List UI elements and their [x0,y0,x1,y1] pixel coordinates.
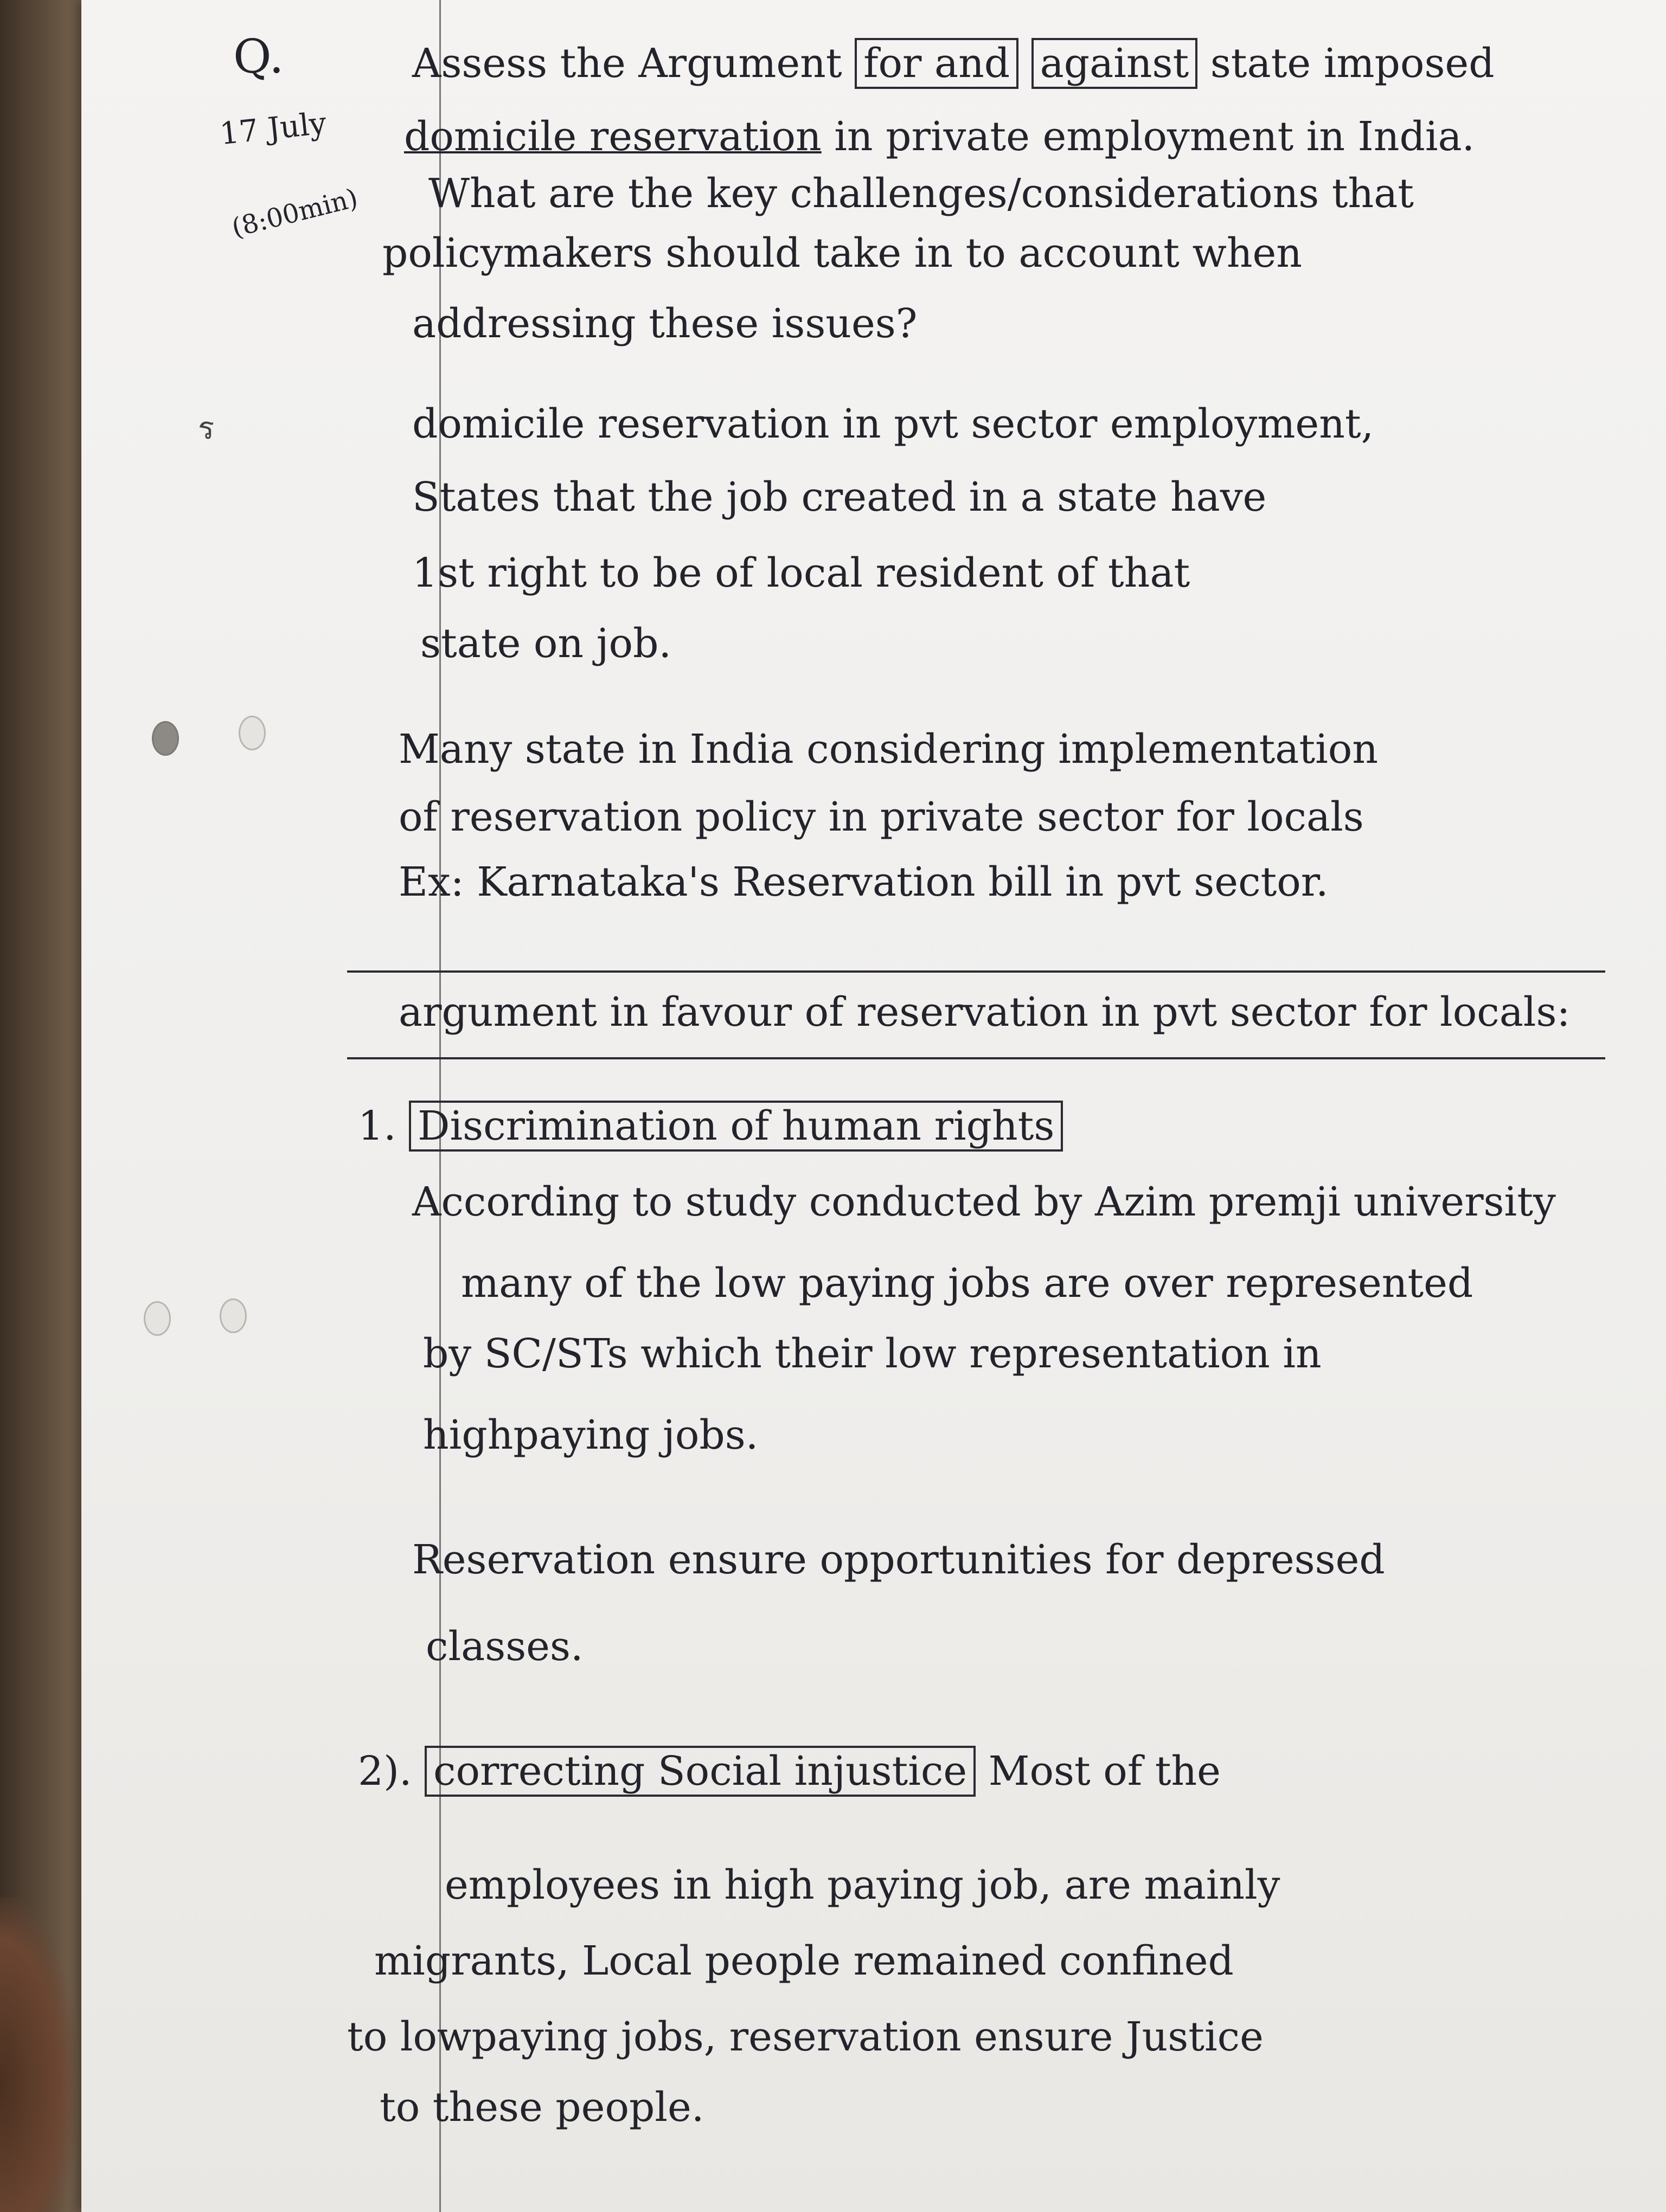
point-1-line-1: According to study conducted by Azim premji university [412,1179,1556,1225]
punch-hole [239,716,266,750]
point-1-line-3: by SC/STs which their low representation in [423,1330,1322,1377]
point-1-title: 1. Discrimination of human rights [358,1106,1063,1146]
question-line-3: What are the key challenges/considerations that [428,170,1414,217]
point-1-line-5: Reservation ensure opportunities for depressed [412,1536,1385,1583]
time-note: (8:00min) [228,183,361,243]
point-2-line-4: to these people. [380,2084,704,2131]
point-2-line-2: migrants, Local people remained confined [374,1938,1234,1984]
para2-line-2: of reservation policy in private sector for locals [399,794,1364,840]
date-note: 17 July [218,105,328,152]
punch-hole [152,721,179,756]
point-1-line-6: classes. [426,1623,584,1670]
point-1-line-2: many of the low paying jobs are over represented [461,1260,1473,1307]
point-2-title: 2). correcting Social injustice Most of the [358,1751,1221,1791]
point-2-line-3: to lowpaying jobs, reservation ensure Justice [347,2014,1264,2060]
intro-line-1: domicile reservation in pvt sector employment, [412,401,1374,447]
punch-hole [220,1298,247,1333]
finger-shadow [0,1898,76,2212]
heading-top-rule [347,970,1605,973]
section-heading: argument in favour of reservation in pvt sector for locals: [399,989,1571,1036]
question-line-2: domicile reservation in private employment in India. [404,113,1475,160]
intro-line-4: state on job. [420,620,672,667]
question-line-4: policymakers should take in to account when [382,230,1302,276]
para2-line-3: Ex: Karnataka's Reservation bill in pvt sector. [399,859,1329,905]
para2-line-1: Many state in India considering implementation [399,726,1378,773]
punch-hole [144,1301,171,1336]
margin-mark: ร [198,411,215,446]
question-line-5: addressing these issues? [412,300,918,347]
question-number: Q. [233,30,284,84]
intro-line-3: 1st right to be of local resident of that [412,550,1190,596]
boxed-for-and: for and [855,38,1018,89]
intro-line-2: States that the job created in a state have [412,474,1267,520]
question-line-1: Assess the Argument for and against state imposed [412,43,1495,83]
boxed-against: against [1031,38,1198,89]
heading-bottom-rule [347,1057,1605,1059]
point-2-line-1: employees in high paying job, are mainly [445,1862,1280,1908]
point-1-line-4: highpaying jobs. [423,1412,759,1458]
